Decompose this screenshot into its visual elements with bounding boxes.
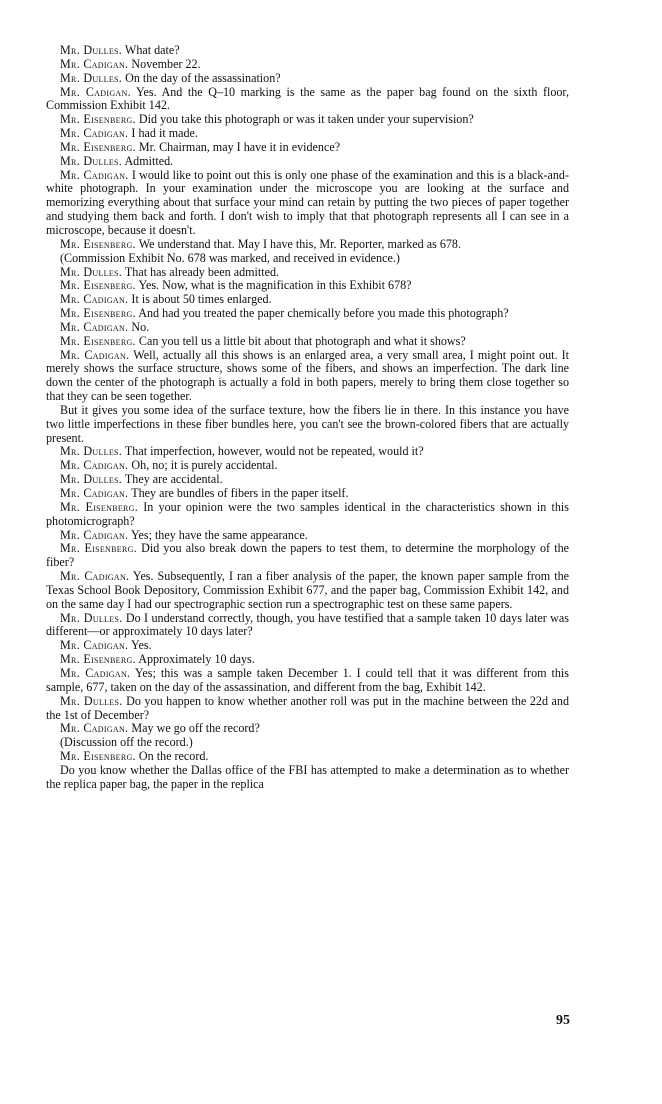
paragraph-text: We understand that. May I have this, Mr. Reporter, marked as 678.: [138, 236, 461, 251]
speaker-name: Mr. Eisenberg.: [60, 499, 139, 514]
speaker-name: Mr. Dulles.: [60, 444, 123, 459]
transcript-paragraph: [46, 764, 569, 792]
speaker-name: Mr. Cadigan.: [60, 721, 129, 736]
paragraph-text: Yes. Subsequently, I ran a fiber analysis of the paper, the known paper sample from the Texas School Book Depository, Commission Exhibit 677, and the paper bag, Commission Exhibit 142, and on the same day I had our spectrographic section run a spectrographic test on these same papers.: [46, 569, 569, 611]
speaker-name: Mr. Cadigan.: [60, 319, 129, 334]
paragraph-text: Do you know whether the Dallas office of the FBI has attempted to make a determination as to whether the replica paper bag, the paper in the replica: [46, 762, 569, 791]
speaker-name: Mr. Eisenberg.: [60, 278, 136, 293]
speaker-name: Mr. Cadigan.: [60, 126, 129, 141]
transcript-paragraph: [46, 570, 569, 612]
paragraph-text: May we go off the record?: [131, 721, 260, 736]
paragraph-text: But it gives you some idea of the surface texture, how the fibers lie in there. In this instance you have two little imperfections in these fiber bundles here, you can't see the brown-colored fibers that are actually present.: [46, 402, 569, 445]
transcript-paragraph: [46, 127, 569, 141]
transcript-paragraph: [46, 695, 569, 723]
transcript-paragraph: [46, 529, 569, 543]
transcript-paragraph: [46, 445, 569, 459]
speaker-name: Mr. Cadigan.: [60, 167, 129, 182]
paragraph-text: I would like to point out this is only one phase of the examination and this is a black-and-white photograph. In your examination under the microscope you are looking at the surface and memorizing everything about that surface your mind can retain by putting the two pieces of paper together and studying them back and forth. I don't wish to imply that that photograph represents all I can see in a microscope, because it doesn't.: [46, 167, 569, 237]
transcript-paragraph: [46, 335, 569, 349]
paragraph-text: Yes; they have the same appearance.: [130, 527, 308, 542]
speaker-name: Mr. Dulles.: [60, 610, 123, 625]
speaker-name: Mr. Dulles.: [60, 693, 123, 708]
speaker-name: Mr. Eisenberg.: [60, 541, 137, 556]
transcript-paragraph: [46, 404, 569, 446]
speaker-name: Mr. Dulles.: [60, 153, 123, 168]
speaker-name: Mr. Cadigan.: [60, 347, 130, 362]
paragraph-text: Oh, no; it is purely accidental.: [131, 458, 278, 473]
transcript-paragraph: [46, 238, 569, 252]
paragraph-text: November 22.: [131, 56, 201, 71]
paragraph-text: Well, actually all this shows is an enlarged area, a very small area, I might point out. It merely shows the surface structure, shows some of the fibers, and shows an imperfection. The dark line down the center of the photograph is actually a fold in both papers, merely to bring them close together so that they can be seen together.: [46, 347, 569, 404]
speaker-name: Mr. Eisenberg.: [60, 333, 136, 348]
speaker-name: Mr. Eisenberg.: [60, 749, 136, 764]
paragraph-text: Did you also break down the papers to test them, to determine the morphology of the fiber?: [46, 541, 569, 570]
paragraph-text: They are accidental.: [124, 472, 223, 487]
transcript-paragraph: [46, 266, 569, 280]
transcript-paragraph: [46, 459, 569, 473]
transcript-paragraph: [46, 252, 569, 266]
transcript-paragraph: [46, 653, 569, 667]
transcript-body: [46, 44, 569, 792]
speaker-name: Mr. Cadigan.: [60, 638, 129, 653]
transcript-paragraph: [46, 72, 569, 86]
speaker-name: Mr. Dulles.: [60, 264, 123, 279]
transcript-paragraph: [46, 722, 569, 736]
paragraph-text: In your opinion were the two samples identical in the characteristics shown in this photomicrograph?: [46, 499, 569, 528]
speaker-name: Mr. Eisenberg.: [60, 139, 136, 154]
paragraph-text: They are bundles of fibers in the paper itself.: [131, 486, 349, 500]
speaker-name: Mr. Dulles.: [60, 70, 123, 85]
transcript-paragraph: [46, 86, 569, 114]
paragraph-text: Do you happen to know whether another roll was put in the machine between the 22d and the 1st of December?: [46, 693, 569, 722]
transcript-paragraph: [46, 667, 569, 695]
paragraph-text: Did you take this photograph or was it taken under your supervision?: [138, 112, 474, 127]
transcript-paragraph: [46, 155, 569, 169]
speaker-name: Mr. Cadigan.: [60, 486, 129, 500]
paragraph-text: What date?: [124, 43, 180, 57]
paragraph-text: Approximately 10 days.: [138, 652, 255, 667]
paragraph-text: No.: [131, 319, 150, 334]
transcript-paragraph: [46, 750, 569, 764]
paragraph-text: That has already been admitted.: [124, 264, 280, 279]
speaker-name: Mr. Cadigan.: [60, 569, 130, 584]
paragraph-text: Can you tell us a little bit about that photograph and what it shows?: [138, 333, 466, 348]
paragraph-text: That imperfection, however, would not be repeated, would it?: [124, 444, 424, 459]
transcript-paragraph: [46, 473, 569, 487]
paragraph-text: On the day of the assassination?: [125, 70, 281, 85]
page-number: 95: [556, 1013, 570, 1028]
paragraph-text: Admitted.: [124, 153, 174, 168]
paragraph-text: Yes.: [130, 638, 152, 653]
paragraph-text: I had it made.: [131, 126, 198, 141]
speaker-name: Mr. Eisenberg.: [60, 236, 136, 251]
transcript-paragraph: [46, 113, 569, 127]
speaker-name: Mr. Dulles.: [60, 43, 123, 57]
paragraph-text: (Commission Exhibit No. 678 was marked, and received in evidence.): [60, 250, 400, 265]
paragraph-text: Do I understand correctly, though, you have testified that a sample taken 10 days later was different—or approximately 10 days later?: [46, 610, 569, 639]
speaker-name: Mr. Cadigan.: [60, 84, 131, 99]
transcript-paragraph: [46, 279, 569, 293]
speaker-name: Mr. Cadigan.: [60, 665, 131, 680]
paragraph-text: Yes. Now, what is the magnification in this Exhibit 678?: [138, 278, 412, 293]
paragraph-text: It is about 50 times enlarged.: [131, 292, 272, 307]
speaker-name: Mr. Eisenberg.: [60, 306, 136, 321]
paragraph-text: And had you treated the paper chemically before you made this photograph?: [138, 306, 509, 321]
transcript-paragraph: [46, 141, 569, 155]
transcript-paragraph: [46, 293, 569, 307]
transcript-paragraph: [46, 639, 569, 653]
speaker-name: Mr. Cadigan.: [60, 527, 129, 542]
speaker-name: Mr. Eisenberg.: [60, 112, 136, 127]
transcript-paragraph: [46, 58, 569, 72]
paragraph-text: (Discussion off the record.): [60, 735, 193, 750]
speaker-name: Mr. Cadigan.: [60, 56, 129, 71]
transcript-paragraph: [46, 169, 569, 238]
paragraph-text: Yes. And the Q–10 marking is the same as the paper bag found on the sixth floor, Commission Exhibit 142.: [46, 84, 569, 113]
transcript-paragraph: [46, 307, 569, 321]
transcript-paragraph: [46, 736, 569, 750]
paragraph-text: Mr. Chairman, may I have it in evidence?: [138, 139, 341, 154]
transcript-paragraph: [46, 321, 569, 335]
speaker-name: Mr. Eisenberg.: [60, 652, 136, 667]
paragraph-text: Yes; this was a sample taken December 1. I could tell that it was different from this sample, 677, taken on the day of the assassination, and different from the bag, Exhibit 142.: [46, 665, 569, 694]
transcript-paragraph: [46, 501, 569, 529]
transcript-paragraph: [46, 44, 569, 58]
transcript-paragraph: [46, 612, 569, 640]
speaker-name: Mr. Dulles.: [60, 472, 123, 487]
speaker-name: Mr. Cadigan.: [60, 292, 129, 307]
paragraph-text: On the record.: [138, 749, 209, 764]
transcript-paragraph: [46, 542, 569, 570]
transcript-paragraph: [46, 487, 569, 501]
transcript-paragraph: [46, 349, 569, 404]
speaker-name: Mr. Cadigan.: [60, 458, 129, 473]
